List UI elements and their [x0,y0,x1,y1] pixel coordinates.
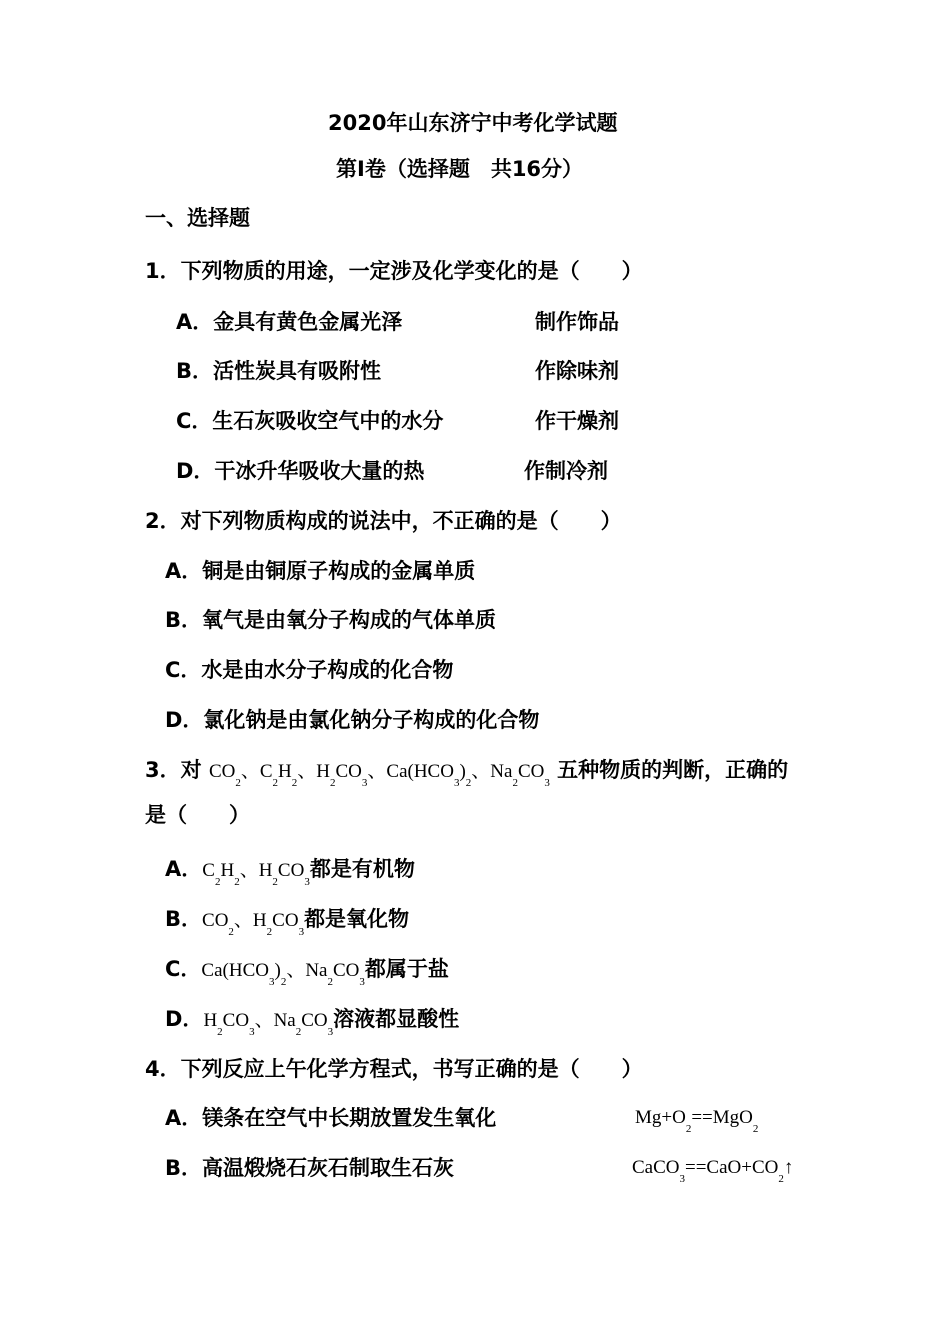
q3-option-d-formula: $H_2CO_3$、$Na_2CO_3$ [203,1010,334,1038]
question-3-stem-line2: 是（ ） [145,803,250,827]
q1-option-c: C．生石灰吸收空气中的水分 [176,409,444,433]
q1-option-a: A．金具有黄色金属光泽 [176,310,403,334]
q3-option-a-letter: A． [165,857,203,881]
q3-suffix: 五种物质的判断，正确的 [557,758,789,782]
q3-formulas: $CO_2$、$C_2H_2$、$H_2CO_3$、$Ca(HCO_3)_2$、$Na_2CO_3$ [208,761,550,789]
q3-option-d-letter: D． [165,1007,204,1031]
q3-option-c-letter: C． [165,957,202,981]
question-3-stem [145,757,789,789]
q3-option-b-letter: B． [165,907,203,931]
q3-option-b [165,906,410,938]
q3-option-b-formula: $CO_2$、$H_2CO_3$ [202,910,305,938]
q3-prefix: 3．对 [145,758,202,782]
section-heading: 一、选择题 [145,206,250,230]
q1-option-b-use: 作除味剂 [535,359,619,383]
q3-option-d-text: 溶液都显酸性 [333,1007,460,1031]
q2-option-b: B．氧气是由氧分子构成的气体单质 [165,608,497,632]
question-2-stem: 2．对下列物质构成的说法中，不正确的是（ ） [145,509,622,533]
q3-option-b-text: 都是氧化物 [304,907,410,931]
q4-option-a-equation: $Mg+O_2==MgO_2$ [635,1107,759,1135]
q4-option-a: A．镁条在空气中长期放置发生氧化 [165,1106,497,1130]
q2-option-a: A．铜是由铜原子构成的金属单质 [165,559,476,583]
q2-option-c: C．水是由水分子构成的化合物 [165,658,454,682]
question-1-stem: 1．下列物质的用途，一定涉及化学变化的是（ ） [145,259,643,283]
q2-option-d: D．氯化钠是由氯化钠分子构成的化合物 [165,708,540,732]
q3-option-c-text: 都属于盐 [364,957,449,981]
q1-option-a-use: 制作饰品 [535,310,619,334]
q4-option-b: B．高温煅烧石灰石制取生石灰 [165,1156,455,1180]
page-title: 2020年山东济宁中考化学试题 [328,111,618,135]
q4-option-b-equation: $CaCO_3==CaO+CO_2↑$ [632,1157,794,1185]
q1-option-d: D．干冰升华吸收大量的热 [176,459,425,483]
q3-option-a [165,856,415,888]
q3-option-c [165,956,449,988]
q3-option-a-formula: $C_2H_2$、$H_2CO_3$ [202,860,310,888]
question-4-stem: 4．下列反应上午化学方程式，书写正确的是（ ） [145,1057,643,1081]
q1-option-c-use: 作干燥剂 [535,409,619,433]
q3-option-a-text: 都是有机物 [309,857,415,881]
q3-option-c-formula: $Ca(HCO_3)_2$、$Na_2CO_3$ [201,960,365,988]
q1-option-b: B．活性炭具有吸附性 [176,359,382,383]
q1-option-d-use: 作制冷剂 [524,459,608,483]
q3-option-d [165,1006,460,1038]
page-subtitle: 第I卷（选择题 共16分） [336,157,584,181]
